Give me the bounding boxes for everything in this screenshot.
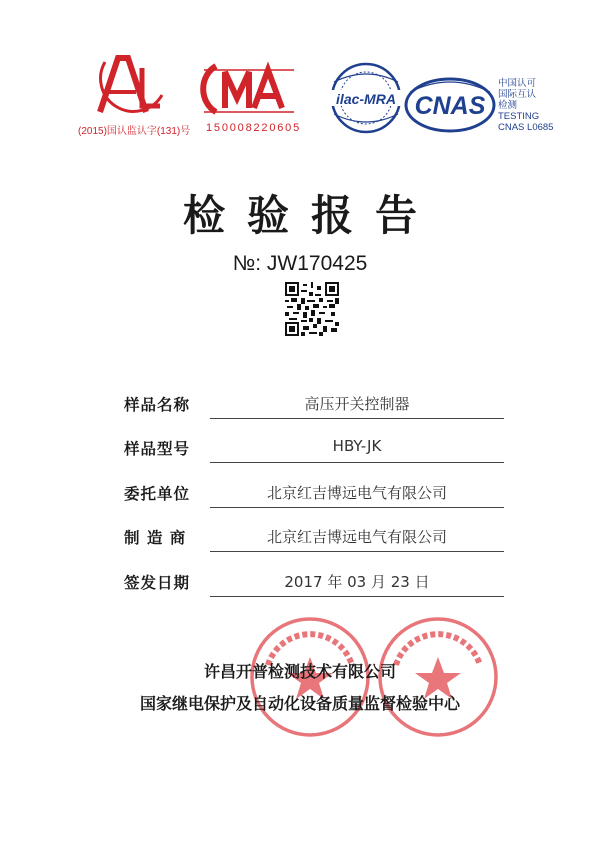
svg-text:CNAS: CNAS bbox=[414, 92, 486, 120]
organization-name-1: 许昌开普检测技术有限公司 bbox=[203, 662, 396, 681]
cnas-line-1: 中国认可 bbox=[498, 78, 537, 89]
field-underline bbox=[210, 551, 504, 552]
field-manufacturer bbox=[0, 526, 600, 566]
cnas-line-2: 国际互认 bbox=[498, 89, 537, 100]
cma-caption: 150008220605 bbox=[206, 122, 302, 134]
field-underline bbox=[210, 462, 504, 463]
cnas-line-3: 检测 bbox=[498, 100, 518, 111]
qr-code-icon bbox=[285, 282, 339, 336]
ilac-mra-logo bbox=[328, 64, 404, 132]
cnas-caption bbox=[498, 78, 553, 133]
field-client bbox=[0, 482, 600, 522]
field-label: 制 造 商 bbox=[124, 529, 187, 547]
field-value: 北京红吉博远电气有限公司 bbox=[266, 528, 447, 546]
field-label: 样品型号 bbox=[124, 440, 191, 458]
organization-name-2: 国家继电保护及自动化设备质量监督检验中心 bbox=[139, 694, 460, 713]
report-number: №: JW170425 bbox=[232, 252, 368, 275]
field-label: 样品名称 bbox=[124, 396, 191, 414]
field-value: 北京红吉博远电气有限公司 bbox=[266, 484, 447, 502]
field-underline bbox=[210, 596, 504, 597]
field-value: 2017 年 03 月 23 日 bbox=[284, 573, 430, 591]
field-label: 签发日期 bbox=[124, 574, 191, 592]
field-value: 高压开关控制器 bbox=[304, 395, 410, 413]
cnas-logo bbox=[406, 79, 494, 131]
field-underline bbox=[210, 507, 504, 508]
field-sample-model bbox=[0, 437, 600, 477]
field-value: HBY-JK bbox=[332, 437, 382, 455]
field-sample-name bbox=[0, 393, 600, 433]
field-underline bbox=[210, 418, 504, 419]
field-label: 委托单位 bbox=[124, 485, 191, 503]
cnas-line-5: CNAS L0685 bbox=[498, 122, 554, 133]
cal-caption: (2015)国认监认字(131)号 bbox=[78, 126, 191, 137]
report-title: 检验报告 bbox=[182, 191, 439, 240]
cnas-line-4: TESTING bbox=[498, 111, 540, 122]
cma-logo bbox=[203, 66, 294, 112]
svg-text:ilac-MRA: ilac-MRA bbox=[336, 91, 396, 107]
cal-logo bbox=[100, 58, 162, 112]
accreditation-logos bbox=[0, 0, 600, 160]
